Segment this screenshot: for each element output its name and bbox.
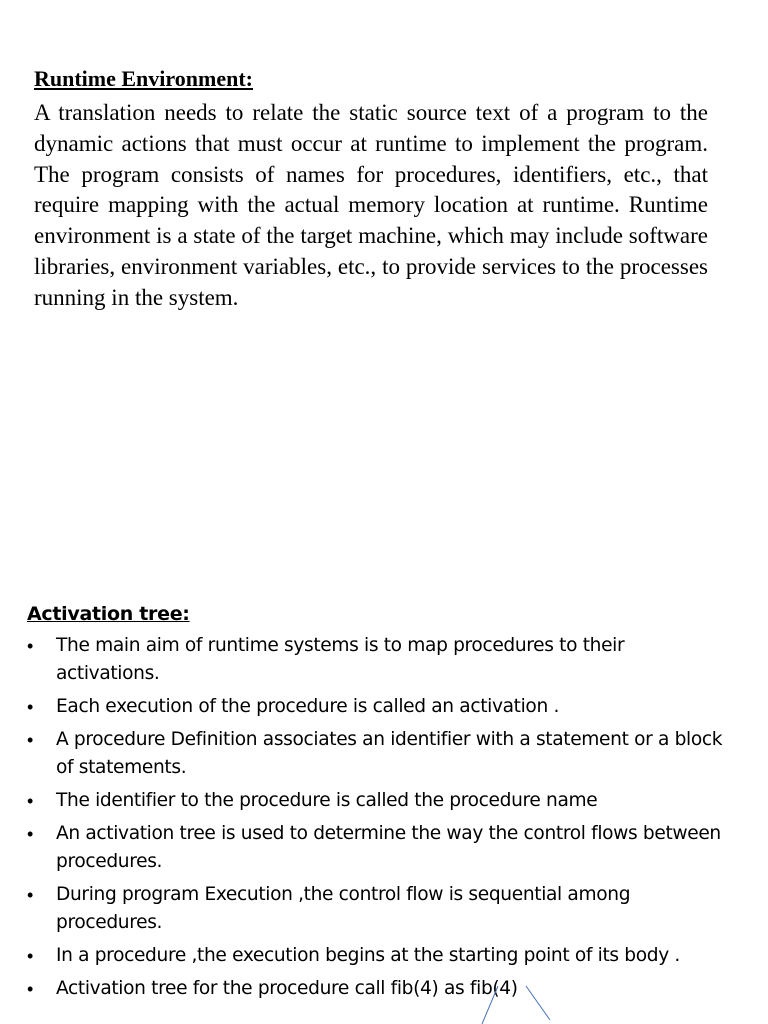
bullet-item — [27, 632, 727, 688]
bullet-text: Activation tree for the procedure call fib(4) as fib(4) — [56, 978, 518, 999]
activation-tree-edges — [470, 984, 570, 1024]
bullet-text: During program Execution ,the control flow is sequential among procedures. — [56, 884, 631, 933]
bullet-icon: • — [27, 730, 33, 750]
bullet-item — [27, 881, 727, 937]
bullet-icon: • — [27, 824, 33, 844]
bullet-item — [27, 975, 727, 1003]
bullet-text: The identifier to the procedure is called the procedure name — [56, 790, 598, 811]
bullet-text: A procedure Definition associates an identifier with a statement or a block of statements. — [56, 729, 723, 778]
activation-tree-section — [27, 600, 727, 1008]
bullet-item — [27, 820, 727, 876]
bullet-icon: • — [27, 791, 33, 811]
runtime-environment-heading: Runtime Environment: — [34, 66, 253, 91]
tree-edge-left — [482, 986, 498, 1024]
bullet-text: Each execution of the procedure is called an activation . — [56, 696, 559, 717]
runtime-environment-paragraph: A translation needs to relate the static source text of a program to the dynamic actions that must occur at runtime to implement the program. The program consists of names for procedures, identifiers, etc., that require mapping with the actual memory location at runtime. Runtime environment is a state of the target machine, which may include software libraries, environment variables, etc., to provide services to the processes running in the system. — [34, 100, 708, 310]
bullet-icon: • — [27, 885, 33, 905]
activation-tree-heading: Activation tree: — [27, 603, 190, 625]
bullet-text: An activation tree is used to determine the way the control flows between procedures. — [56, 823, 721, 872]
activation-tree-bullet-list — [27, 632, 727, 1003]
bullet-icon: • — [27, 979, 33, 999]
bullet-icon: • — [27, 636, 33, 656]
bullet-item — [27, 942, 727, 970]
bullet-text: The main aim of runtime systems is to map procedures to their activations. — [56, 635, 625, 684]
bullet-item — [27, 726, 727, 782]
tree-edge-right — [526, 986, 550, 1020]
bullet-icon: • — [27, 946, 33, 966]
bullet-text: In a procedure ,the execution begins at the starting point of its body . — [56, 945, 680, 966]
runtime-environment-section — [34, 64, 708, 314]
bullet-item — [27, 787, 727, 815]
bullet-item — [27, 693, 727, 721]
bullet-icon: • — [27, 697, 33, 717]
